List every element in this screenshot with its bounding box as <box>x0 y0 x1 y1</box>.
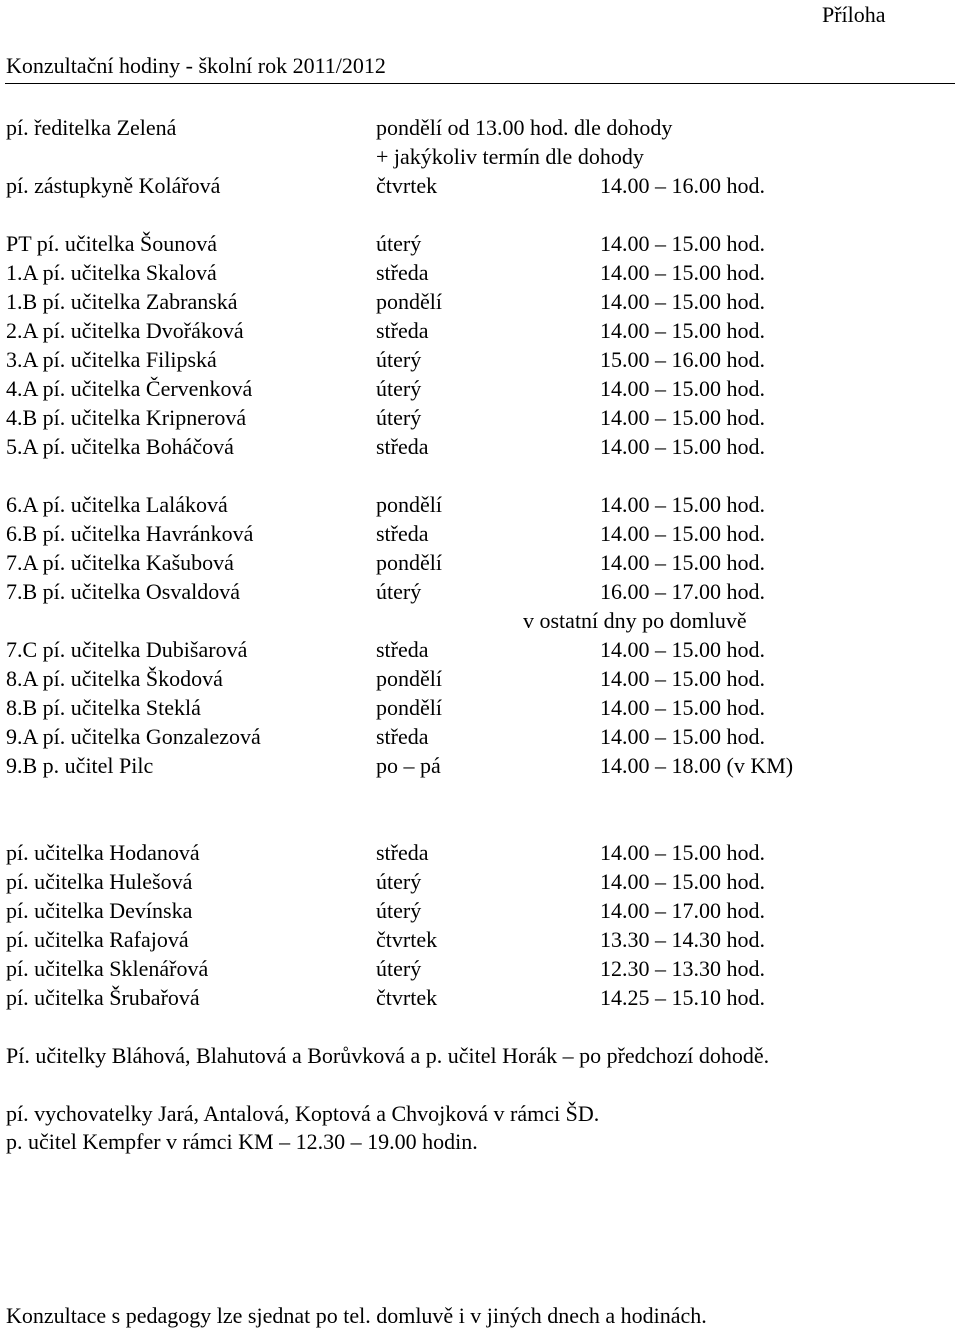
consult-day: čtvrtek <box>376 985 438 1010</box>
consult-time: 14.00 – 15.00 hod. <box>600 289 765 314</box>
consult-time: 14.00 – 15.00 hod. <box>600 550 765 575</box>
appendix-label: Příloha <box>822 2 886 27</box>
deputy-time: 14.00 – 16.00 hod. <box>600 173 765 198</box>
teacher-name: 4.A pí. učitelka Červenková <box>6 376 253 401</box>
consult-day: středa <box>376 521 429 546</box>
note-educators: pí. vychovatelky Jará, Antalová, Koptová a Chvojková v rámci ŠD. <box>6 1101 600 1126</box>
consult-day: středa <box>376 840 429 865</box>
consult-time: 14.00 – 15.00 hod. <box>600 695 765 720</box>
teacher-name: pí. učitelka Rafajová <box>6 927 189 952</box>
teacher-name: 5.A pí. učitelka Boháčová <box>6 434 234 459</box>
consult-day: pondělí <box>376 550 442 575</box>
teacher-row <box>0 664 960 693</box>
teacher-row <box>0 722 960 751</box>
consult-day: úterý <box>376 405 422 430</box>
teacher-name: 7.A pí. učitelka Kašubová <box>6 550 234 575</box>
teacher-name: 6.B pí. učitelka Havránková <box>6 521 254 546</box>
teacher-row <box>0 345 960 374</box>
consult-day: úterý <box>376 347 422 372</box>
consult-time: 15.00 – 16.00 hod. <box>600 347 765 372</box>
footer-note: Konzultace s pedagogy lze sjednat po tel. domluvě i v jiných dnech a hodinách. <box>6 1303 707 1328</box>
consult-day: středa <box>376 724 429 749</box>
consult-time: 14.00 – 15.00 hod. <box>600 231 765 256</box>
consult-time: 14.00 – 15.00 hod. <box>600 318 765 343</box>
teacher-name: 8.A pí. učitelka Škodová <box>6 666 223 691</box>
teacher-name: pí. učitelka Devínska <box>6 898 193 923</box>
consult-time: 14.00 – 15.00 hod. <box>600 376 765 401</box>
teacher-row <box>0 374 960 403</box>
consult-time: 14.00 – 15.00 hod. <box>600 260 765 285</box>
consult-day: pondělí <box>376 289 442 314</box>
teacher-name: 9.B p. učitel Pilc <box>6 753 154 778</box>
teacher-name: 8.B pí. učitelka Steklá <box>6 695 201 720</box>
consult-time: 14.00 – 15.00 hod. <box>600 840 765 865</box>
consult-day: úterý <box>376 376 422 401</box>
teacher-row <box>0 635 960 664</box>
teacher-row <box>0 925 960 954</box>
teacher-row <box>0 838 960 867</box>
consult-time: 14.00 – 15.00 hod. <box>600 434 765 459</box>
consult-day: čtvrtek <box>376 927 438 952</box>
consult-day: pondělí <box>376 492 442 517</box>
consult-time: 14.25 – 15.10 hod. <box>600 985 765 1010</box>
teacher-name: 3.A pí. učitelka Filipská <box>6 347 217 372</box>
group2-note: v ostatní dny po domluvě <box>523 608 747 633</box>
teacher-row <box>0 258 960 287</box>
teacher-row <box>0 548 960 577</box>
teacher-name: 1.A pí. učitelka Skalová <box>6 260 217 285</box>
teacher-row <box>0 519 960 548</box>
director-extra-row <box>0 142 960 171</box>
consult-time: 14.00 – 15.00 hod. <box>600 405 765 430</box>
note-other-teachers: Pí. učitelky Bláhová, Blahutová a Borůvková a p. učitel Horák – po předchozí dohodě. <box>6 1043 770 1068</box>
teacher-name: 9.A pí. učitelka Gonzalezová <box>6 724 261 749</box>
consult-day: úterý <box>376 898 422 923</box>
teacher-name: pí. učitelka Sklenářová <box>6 956 209 981</box>
teacher-row <box>0 432 960 461</box>
teacher-row <box>0 316 960 345</box>
teacher-row <box>0 954 960 983</box>
teacher-name: PT pí. učitelka Šounová <box>6 231 218 256</box>
teacher-row <box>0 287 960 316</box>
teacher-row <box>0 751 960 780</box>
deputy-day: čtvrtek <box>376 173 438 198</box>
teacher-row <box>0 983 960 1012</box>
consult-day: pondělí <box>376 695 442 720</box>
consult-day: úterý <box>376 956 422 981</box>
consult-day: středa <box>376 434 429 459</box>
page-title: Konzultační hodiny - školní rok 2011/2012 <box>6 53 386 78</box>
teacher-name: pí. učitelka Šrubařová <box>6 985 200 1010</box>
teacher-row <box>0 693 960 722</box>
teacher-name: 7.B pí. učitelka Osvaldová <box>6 579 241 604</box>
deputy-name: pí. zástupkyně Kolářová <box>6 173 221 198</box>
consult-time: 14.00 – 15.00 hod. <box>600 666 765 691</box>
consult-day: úterý <box>376 231 422 256</box>
consult-time: 16.00 – 17.00 hod. <box>600 579 765 604</box>
consult-time: 14.00 – 15.00 hod. <box>600 637 765 662</box>
teacher-name: 1.B pí. učitelka Zabranská <box>6 289 238 314</box>
consult-day: pondělí <box>376 666 442 691</box>
director-name: pí. ředitelka Zelená <box>6 115 177 140</box>
consult-time: 14.00 – 18.00 (v KM) <box>600 753 794 778</box>
consult-day: úterý <box>376 579 422 604</box>
teacher-row <box>0 896 960 925</box>
director-time: pondělí od 13.00 hod. dle dohody <box>376 115 673 140</box>
consult-time: 14.00 – 15.00 hod. <box>600 492 765 517</box>
director-extra: + jakýkoliv termín dle dohody <box>376 144 644 169</box>
consult-day: po – pá <box>376 753 441 778</box>
group2-note-row <box>0 606 960 635</box>
consult-time: 14.00 – 17.00 hod. <box>600 898 765 923</box>
deputy-row <box>0 171 960 200</box>
consult-day: středa <box>376 260 429 285</box>
consult-day: středa <box>376 318 429 343</box>
teacher-name: pí. učitelka Hodanová <box>6 840 200 865</box>
teacher-name: 4.B pí. učitelka Kripnerová <box>6 405 247 430</box>
teacher-name: pí. učitelka Hulešová <box>6 869 193 894</box>
teacher-row <box>0 867 960 896</box>
consult-time: 12.30 – 13.30 hod. <box>600 956 765 981</box>
consult-time: 14.00 – 15.00 hod. <box>600 724 765 749</box>
consult-time: 13.30 – 14.30 hod. <box>600 927 765 952</box>
consult-day: úterý <box>376 869 422 894</box>
teacher-row <box>0 403 960 432</box>
director-row <box>0 113 960 142</box>
consult-day: středa <box>376 637 429 662</box>
consult-time: 14.00 – 15.00 hod. <box>600 521 765 546</box>
teacher-name: 2.A pí. učitelka Dvořáková <box>6 318 244 343</box>
teacher-row <box>0 577 960 606</box>
consult-time: 14.00 – 15.00 hod. <box>600 869 765 894</box>
teacher-row <box>0 490 960 519</box>
title-divider <box>5 83 955 84</box>
teacher-row <box>0 229 960 258</box>
teacher-name: 7.C pí. učitelka Dubišarová <box>6 637 248 662</box>
note-kempfer: p. učitel Kempfer v rámci KM – 12.30 – 19.00 hodin. <box>6 1129 478 1154</box>
teacher-name: 6.A pí. učitelka Laláková <box>6 492 228 517</box>
